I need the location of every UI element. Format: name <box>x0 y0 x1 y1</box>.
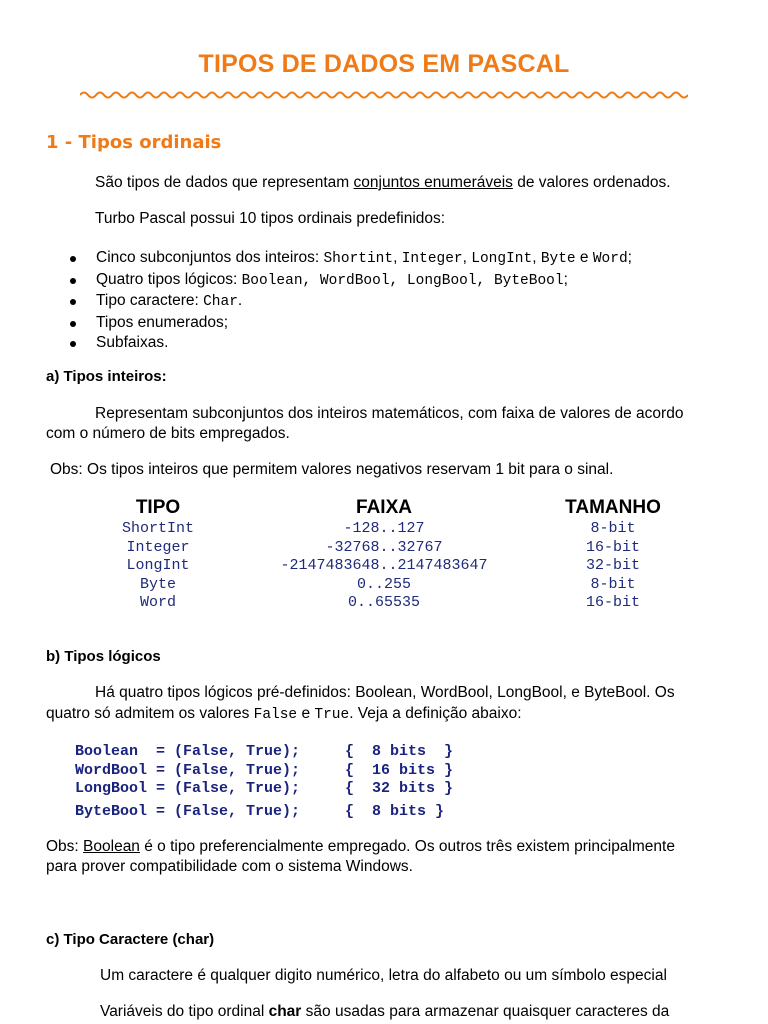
table-cell: 0..255 <box>356 575 411 593</box>
bullet-icon <box>70 321 76 327</box>
table-cell: 32-bit <box>585 557 640 574</box>
table-column-tamanho <box>553 520 673 613</box>
list-item: Tipo caractere: Char. <box>70 291 632 313</box>
inteiros-obs: Obs: Os tipos inteiros que permitem valores negativos reservam 1 bit para o sinal. <box>50 461 614 478</box>
heading-tipos-logicos: b) Tipos lógicos <box>46 648 161 665</box>
table-cell: Word <box>139 594 176 611</box>
table-cell: Byte <box>139 575 176 593</box>
table-column-faixa <box>234 520 534 613</box>
table-cell: 8-bit <box>590 575 636 593</box>
table-column-tipo <box>98 520 218 613</box>
table-cell: 0..65535 <box>347 594 420 611</box>
table-cell: LongInt <box>126 557 190 574</box>
list-item: Quatro tipos lógicos: Boolean, WordBool, LongBool, ByteBool; <box>70 270 632 292</box>
code-line: ByteBool = (False, True); { 8 bits } <box>75 802 445 820</box>
intro-text-end: de valores ordenados. <box>512 174 671 191</box>
heading-tipo-caractere: c) Tipo Caractere (char) <box>46 931 215 948</box>
inteiros-paragraph-line1: Representam subconjuntos dos inteiros matemáticos, com faixa de valores de acordo <box>95 405 684 422</box>
turbo-pascal-paragraph: Turbo Pascal possui 10 tipos ordinais predefinidos: <box>95 210 446 227</box>
code-line: Boolean = (False, True); { 8 bits } <box>75 743 454 760</box>
table-cell: -128..127 <box>343 520 425 537</box>
ordinal-types-list <box>70 248 632 354</box>
bullet-icon <box>70 256 76 262</box>
inteiros-paragraph-line2: com o número de bits empregados. <box>46 425 290 442</box>
table-cell: -2147483648..2147483647 <box>280 557 488 574</box>
table-header-tamanho: TAMANHO <box>565 497 661 518</box>
caractere-paragraph-2: Variáveis do tipo ordinal char são usadas para armazenar quaisquer caracteres da <box>100 1003 670 1020</box>
conjuntos-link: conjuntos enumeráveis <box>353 174 513 191</box>
table-cell: 16-bit <box>585 538 640 556</box>
bullet-icon <box>70 299 76 305</box>
table-cell: 16-bit <box>585 594 640 611</box>
wavy-divider <box>80 90 688 100</box>
logicos-obs-line1: Obs: Boolean é o tipo preferencialmente empregado. Os outros três existem principalmente <box>46 838 675 855</box>
list-item: Cinco subconjuntos dos inteiros: Shortint, Integer, LongInt, Byte e Word; <box>70 248 632 270</box>
list-item: Tipos enumerados; <box>70 313 632 334</box>
list-item: Subfaixas. <box>70 333 632 354</box>
logicos-paragraph-line2: quatro só admitem os valores False e True. Veja a definição abaixo: <box>46 705 522 723</box>
logicos-obs-line2: para prover compatibilidade com o sistema Windows. <box>46 858 413 875</box>
caractere-paragraph-1: Um caractere é qualquer digito numérico, letra do alfabeto ou um símbolo especial <box>100 967 667 984</box>
bullet-icon <box>70 341 76 347</box>
logicos-paragraph-line1: Há quatro tipos lógicos pré-definidos: Boolean, WordBool, LongBool, e ByteBool. Os <box>95 684 675 701</box>
page-title: TIPOS DE DADOS EM PASCAL <box>198 50 570 78</box>
code-line: WordBool = (False, True); { 16 bits } <box>75 761 454 779</box>
table-header-faixa: FAIXA <box>356 497 412 518</box>
heading-tipos-inteiros: a) Tipos inteiros: <box>46 368 167 385</box>
table-header-tipo: TIPO <box>135 497 181 518</box>
code-line: LongBool = (False, True); { 32 bits } <box>75 780 454 797</box>
table-cell: 8-bit <box>590 520 636 537</box>
table-cell: Integer <box>126 538 190 556</box>
boolean-code-block <box>75 743 453 821</box>
intro-paragraph <box>95 173 671 193</box>
intro-text: São tipos de dados que representam <box>95 174 354 191</box>
table-cell: ShortInt <box>121 520 194 537</box>
table-cell: -32768..32767 <box>325 538 443 556</box>
section-heading-tipos-ordinais: 1 - Tipos ordinais <box>46 132 222 153</box>
boolean-link: Boolean <box>83 838 140 855</box>
bullet-icon <box>70 278 76 284</box>
